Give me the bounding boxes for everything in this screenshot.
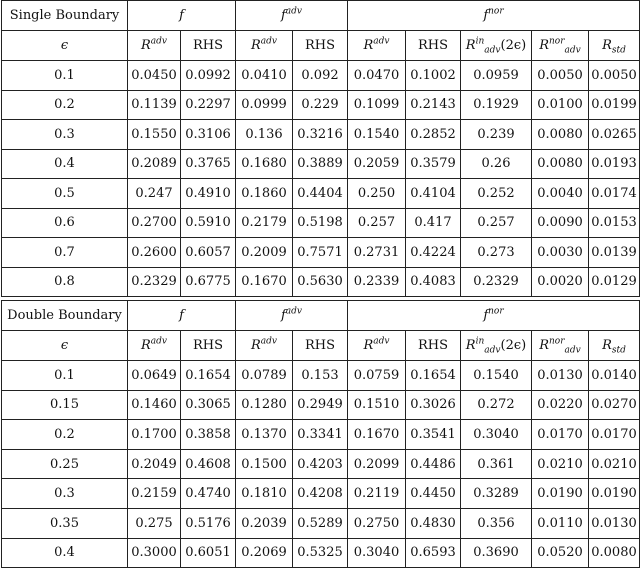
table-row [2,149,640,179]
col-r-nor-adv: $R^{nor}_{adv}$ [532,331,589,361]
value-cell: 0.3541 [406,420,461,450]
value-cell: 0.2297 [181,90,236,120]
value-cell: 0.4208 [293,479,348,509]
value-cell: 0.0110 [532,508,589,538]
value-cell: 0.0959 [461,61,532,91]
value-cell: 0.2949 [293,390,348,420]
value-cell: 0.0410 [236,61,293,91]
value-cell: 0.247 [128,179,181,209]
value-cell: 0.3765 [181,149,236,179]
value-cell: 0.252 [461,179,532,209]
epsilon-cell: 0.1 [2,61,128,91]
group-f-nor: $f^{nor}$ [348,1,640,31]
value-cell: 0.2700 [128,208,181,238]
epsilon-cell: 0.8 [2,267,128,297]
value-cell: 0.6775 [181,267,236,297]
col-r-adv: $R^{adv}$ [236,331,293,361]
group-f: f [128,301,236,331]
col-rhs: RHS [181,331,236,361]
value-cell: 0.0220 [532,390,589,420]
value-cell: 0.229 [293,90,348,120]
value-cell: 0.1370 [236,420,293,450]
value-cell: 0.4104 [406,179,461,209]
value-cell: 0.3889 [293,149,348,179]
table-row [2,208,640,238]
value-cell: 0.1139 [128,90,181,120]
col-r-std: $R_{std}$ [589,331,640,361]
value-cell: 0.4830 [406,508,461,538]
value-cell: 0.3289 [461,479,532,509]
col-epsilon: ϵ [2,331,128,361]
value-cell: 0.275 [128,508,181,538]
table-row [2,238,640,268]
value-cell: 0.417 [406,208,461,238]
value-cell: 0.0130 [532,361,589,391]
value-cell: 0.136 [236,120,293,150]
epsilon-cell: 0.7 [2,238,128,268]
col-r-adv: $R^{adv}$ [128,331,181,361]
value-cell: 0.2731 [348,238,406,268]
group-header-row [2,301,640,331]
group-header-row [2,1,640,31]
value-cell: 0.0174 [589,179,640,209]
value-cell: 0.4203 [293,449,348,479]
value-cell: 0.3341 [293,420,348,450]
value-cell: 0.356 [461,508,532,538]
value-cell: 0.1654 [406,361,461,391]
value-cell: 0.0649 [128,361,181,391]
value-cell: 0.2119 [348,479,406,509]
value-cell: 0.250 [348,179,406,209]
epsilon-cell: 0.35 [2,508,128,538]
col-r-adv: $R^{adv}$ [128,31,181,61]
value-cell: 0.1460 [128,390,181,420]
value-cell: 0.0199 [589,90,640,120]
value-cell: 0.0190 [532,479,589,509]
value-cell: 0.0210 [532,449,589,479]
epsilon-cell: 0.25 [2,449,128,479]
table-row [2,390,640,420]
table-row [2,61,640,91]
value-cell: 0.3579 [406,149,461,179]
value-cell: 0.3065 [181,390,236,420]
table-row [2,267,640,297]
value-cell: 0.0170 [589,420,640,450]
value-cell: 0.6051 [181,538,236,568]
value-cell: 0.273 [461,238,532,268]
value-cell: 0.6057 [181,238,236,268]
value-cell: 0.2852 [406,120,461,150]
double-boundary-section [0,300,640,568]
value-cell: 0.239 [461,120,532,150]
value-cell: 0.0759 [348,361,406,391]
col-rhs: RHS [181,31,236,61]
value-cell: 0.1860 [236,179,293,209]
value-cell: 0.0140 [589,361,640,391]
value-cell: 0.4404 [293,179,348,209]
table-row [2,538,640,568]
value-cell: 0.0450 [128,61,181,91]
value-cell: 0.5176 [181,508,236,538]
value-cell: 0.3216 [293,120,348,150]
table-row [2,361,640,391]
value-cell: 0.0100 [532,90,589,120]
epsilon-cell: 0.3 [2,120,128,150]
value-cell: 0.0999 [236,90,293,120]
col-r-nor-adv: $R^{nor}_{adv}$ [532,31,589,61]
epsilon-cell: 0.2 [2,420,128,450]
col-rhs: RHS [293,331,348,361]
col-rhs: RHS [406,31,461,61]
value-cell: 0.3858 [181,420,236,450]
epsilon-cell: 0.4 [2,149,128,179]
col-epsilon: ϵ [2,31,128,61]
value-cell: 0.0265 [589,120,640,150]
value-cell: 0.0020 [532,267,589,297]
epsilon-cell: 0.1 [2,361,128,391]
value-cell: 0.0139 [589,238,640,268]
value-cell: 0.4083 [406,267,461,297]
table-title: Single Boundary [2,1,128,31]
epsilon-cell: 0.15 [2,390,128,420]
value-cell: 0.2059 [348,149,406,179]
value-cell: 0.2750 [348,508,406,538]
epsilon-cell: 0.6 [2,208,128,238]
value-cell: 0.0210 [589,449,640,479]
value-cell: 0.257 [348,208,406,238]
value-cell: 0.4486 [406,449,461,479]
value-cell: 0.1510 [348,390,406,420]
value-cell: 0.0090 [532,208,589,238]
value-cell: 0.0080 [532,149,589,179]
col-r-in-adv: $R^{in}_{adv}(2\epsilon)$ [461,331,532,361]
epsilon-cell: 0.2 [2,90,128,120]
value-cell: 0.2329 [461,267,532,297]
value-cell: 0.0193 [589,149,640,179]
value-cell: 0.153 [293,361,348,391]
value-cell: 0.0080 [589,538,640,568]
value-cell: 0.5289 [293,508,348,538]
value-cell: 0.1500 [236,449,293,479]
value-cell: 0.5325 [293,538,348,568]
value-cell: 0.1680 [236,149,293,179]
value-cell: 0.5910 [181,208,236,238]
value-cell: 0.5198 [293,208,348,238]
value-cell: 0.361 [461,449,532,479]
value-cell: 0.1540 [348,120,406,150]
value-cell: 0.1099 [348,90,406,120]
value-cell: 0.2329 [128,267,181,297]
value-cell: 0.4450 [406,479,461,509]
value-cell: 0.0190 [589,479,640,509]
value-cell: 0.1700 [128,420,181,450]
value-cell: 0.1670 [236,267,293,297]
value-cell: 0.3000 [128,538,181,568]
value-cell: 0.0040 [532,179,589,209]
value-cell: 0.3040 [348,538,406,568]
table-row [2,508,640,538]
value-cell: 0.4608 [181,449,236,479]
value-cell: 0.2009 [236,238,293,268]
value-cell: 0.0080 [532,120,589,150]
value-cell: 0.4740 [181,479,236,509]
value-cell: 0.0050 [532,61,589,91]
value-cell: 0.2339 [348,267,406,297]
value-cell: 0.5630 [293,267,348,297]
value-cell: 0.3106 [181,120,236,150]
value-cell: 0.2179 [236,208,293,238]
col-rhs: RHS [406,331,461,361]
group-f: f [128,1,236,31]
column-header-row [2,331,640,361]
table-row [2,120,640,150]
value-cell: 0.1280 [236,390,293,420]
value-cell: 0.4910 [181,179,236,209]
group-f-adv: $f^{adv}$ [236,1,348,31]
value-cell: 0.4224 [406,238,461,268]
epsilon-cell: 0.3 [2,479,128,509]
value-cell: 0.2089 [128,149,181,179]
group-f-adv: $f^{adv}$ [236,301,348,331]
group-f-nor: $f^{nor}$ [348,301,640,331]
value-cell: 0.6593 [406,538,461,568]
value-cell: 0.2143 [406,90,461,120]
col-r-adv: $R^{adv}$ [348,31,406,61]
value-cell: 0.7571 [293,238,348,268]
value-cell: 0.2159 [128,479,181,509]
value-cell: 0.3026 [406,390,461,420]
col-r-adv: $R^{adv}$ [236,31,293,61]
value-cell: 0.2049 [128,449,181,479]
value-cell: 0.3690 [461,538,532,568]
value-cell: 0.2099 [348,449,406,479]
col-r-in-adv: $R^{in}_{adv}(2\epsilon)$ [461,31,532,61]
value-cell: 0.2069 [236,538,293,568]
double-boundary-table [1,300,640,568]
single-boundary-table [1,0,640,297]
value-cell: 0.1654 [181,361,236,391]
value-cell: 0.1540 [461,361,532,391]
value-cell: 0.0129 [589,267,640,297]
value-cell: 0.257 [461,208,532,238]
value-cell: 0.0270 [589,390,640,420]
value-cell: 0.2600 [128,238,181,268]
table-row [2,90,640,120]
epsilon-cell: 0.4 [2,538,128,568]
value-cell: 0.0050 [589,61,640,91]
value-cell: 0.0170 [532,420,589,450]
col-r-adv: $R^{adv}$ [348,331,406,361]
col-rhs: RHS [293,31,348,61]
table-row [2,479,640,509]
value-cell: 0.0992 [181,61,236,91]
value-cell: 0.1929 [461,90,532,120]
value-cell: 0.1810 [236,479,293,509]
value-cell: 0.0470 [348,61,406,91]
value-cell: 0.0520 [532,538,589,568]
value-cell: 0.092 [293,61,348,91]
value-cell: 0.0789 [236,361,293,391]
table-title: Double Boundary [2,301,128,331]
table-row [2,179,640,209]
value-cell: 0.0153 [589,208,640,238]
col-r-std: $R_{std}$ [589,31,640,61]
value-cell: 0.0130 [589,508,640,538]
value-cell: 0.3040 [461,420,532,450]
value-cell: 0.1670 [348,420,406,450]
value-cell: 0.2039 [236,508,293,538]
column-header-row [2,31,640,61]
epsilon-cell: 0.5 [2,179,128,209]
value-cell: 0.26 [461,149,532,179]
table-row [2,449,640,479]
value-cell: 0.272 [461,390,532,420]
value-cell: 0.0030 [532,238,589,268]
value-cell: 0.1002 [406,61,461,91]
table-row [2,420,640,450]
value-cell: 0.1550 [128,120,181,150]
